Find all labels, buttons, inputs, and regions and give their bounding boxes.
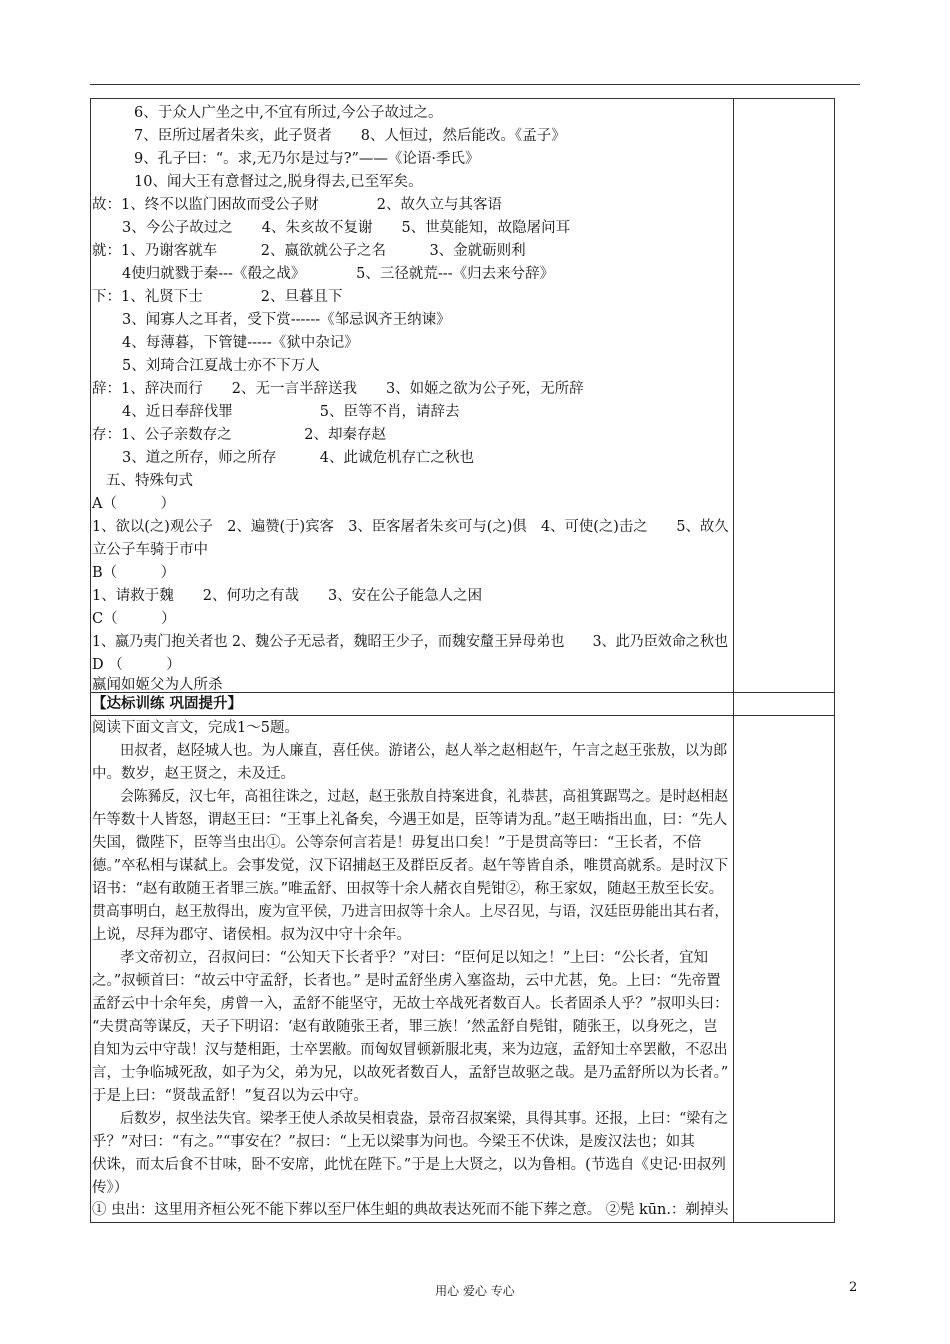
text-line: 贯高事明白，赵王敖得出，废为宣平侯，乃进言田叔等十余人。上尽召见，与语，汉廷臣毋能出其右者， bbox=[92, 904, 729, 920]
text-line: 言，士争临城死敌，如子为父，弟为兄，以故死者数百人，孟舒岂故驱之哉。是乃孟舒所以为长者。” bbox=[92, 1065, 729, 1081]
text-line: 立公子车骑于市中 bbox=[92, 542, 208, 558]
page-number: 2 bbox=[849, 1280, 858, 1295]
footnote-line: ① 虫出：这里用齐桓公死不能下葬以至尸体生蛆的典故表达死而不能下葬之意。 ②髡 kūn.：剃掉头 bbox=[92, 1202, 729, 1218]
text-line: 失国，微陛下，臣等当虫出①。公等奈何言若是！毋复出口矣！”于是贯高等曰：“王长者，不倍 bbox=[92, 835, 702, 851]
text-line: 6、于众人广坐之中,不宜有所过,今公子故过之。 bbox=[134, 105, 443, 121]
text-line: 传》） bbox=[92, 1180, 129, 1196]
text-line: D （ ） bbox=[92, 657, 181, 673]
text-line: 乎？”对曰：“有之。”“事安在？”叔曰：“上无以梁事为问也。今梁王不伏诛，是废汉法也；如其 bbox=[92, 1134, 695, 1150]
page-footer: 用心 爱心 专心 bbox=[435, 1284, 515, 1298]
text-line: 孝文帝初立，召叔问曰：“公知天下长者乎？”对曰：“臣何足以知之！”上曰：“公长者，宜知 bbox=[120, 950, 709, 966]
text-line: 会陈豨反，汉七年，高祖往诛之，过赵，赵王张敖自持案进食，礼恭甚，高祖箕踞骂之。是时赵相赵 bbox=[120, 789, 729, 805]
text-line: 后数岁，叔坐法失官。梁孝王使人杀故吴相袁盎，景帝召叔案梁，具得其事。还报，上曰：“梁有之 bbox=[120, 1111, 729, 1127]
text-line: 3、闻寡人之耳者，受下赏------《邹忌讽齐王纳谏》 bbox=[122, 312, 451, 328]
text-line: 午等数十人皆怒，谓赵王曰：“王事上礼备矣，今遇王如是，臣等请为乱。”赵王啮指出血，曰：“先人 bbox=[92, 812, 728, 828]
text-line: 1、请救于魏 2、何功之有哉 3、安在公子能急人之困 bbox=[92, 588, 483, 604]
text-line: 3、道之所存，师之所存 4、此诚危机存亡之秋也 bbox=[122, 450, 474, 466]
text-line: 10、闻大王有意督过之,脱身得去,已至军矣。 bbox=[134, 174, 423, 190]
text-line: 故：1、终不以监门困故而受公子财 2、故久立与其客语 bbox=[92, 197, 502, 213]
text-line: 中。数岁，赵王贤之，未及迁。 bbox=[92, 766, 295, 782]
text-line: 于是上曰：“贤哉孟舒！”复召以为云中守。 bbox=[92, 1088, 368, 1104]
text-line: “夫贯高等谋反，天子下明诏：‘赵有敢随张王者，罪三族！’然孟舒自髡钳，随张王，以身死之，岂 bbox=[92, 1019, 718, 1035]
section-divider-bottom bbox=[90, 715, 835, 716]
top-rule bbox=[90, 84, 860, 85]
vocabulary-section bbox=[92, 102, 728, 692]
text-line: 4、近日奉辞伐罪 5、臣等不肖，请辞去 bbox=[122, 404, 460, 420]
reading-passage bbox=[92, 717, 728, 1222]
text-line: 9、孔子曰：“。求,无乃尔是过与?”——《论语·季氏》 bbox=[134, 151, 480, 167]
text-line: 5、刘琦合江夏战士亦不下万人 bbox=[122, 358, 320, 374]
text-line: 伏诛，而太后食不甘味，卧不安席，此忧在陛下。”于是上大贤之，以为鲁相。(节选自《史记·田叔列 bbox=[92, 1157, 726, 1173]
text-line: 存：1、公子亲数存之 2、却秦存赵 bbox=[92, 427, 386, 443]
text-line: 4、每薄暮，下管键-----《狱中杂记》 bbox=[122, 335, 359, 351]
text-line: 3、今公子故过之 4、朱亥故不复谢 5、世莫能知，故隐屠问耳 bbox=[122, 220, 571, 236]
text-line: 孟舒云中十余年矣，虏曾一入，孟舒不能坚守，无故士卒战死者数百人。长者固杀人乎？”叔叩头曰： bbox=[92, 996, 729, 1012]
text-line: 之。”叔顿首曰：“故云中守孟舒，长者也。” 是时孟舒坐虏入塞盗劫，云中尤甚，免。上曰：“先帝置 bbox=[92, 973, 721, 989]
text-line: 田叔者，赵陉城人也。为人廉直，喜任侠。游诸公，赵人举之赵相赵午，午言之赵王张敖，以为郎 bbox=[120, 743, 728, 759]
text-line: 7、臣所过屠者朱亥，此子贤者 8、人恒过，然后能改。《孟子》 bbox=[134, 128, 566, 144]
side-column-divider bbox=[733, 98, 734, 1223]
section-heading bbox=[92, 693, 728, 715]
text-line: 上说，尽拜为郡守、诸侯相。叔为汉中守十余年。 bbox=[92, 927, 411, 943]
text-line: B（ ） bbox=[92, 565, 176, 581]
text-line: 德。”卒私相与谋弑上。会事发觉，汉下诏捕赵王及群臣反者。赵午等皆自杀，唯贯高就系。是时汉下 bbox=[92, 858, 729, 874]
text-line: A（ ） bbox=[92, 496, 175, 512]
text-line: 诏书：“赵有敢随王者罪三族。”唯孟舒、田叔等十余人赭衣自髡钳②，称王家奴，随赵王敖至长安。 bbox=[92, 881, 724, 897]
text-line: 1、嬴乃夷门抱关者也 2、魏公子无忌者，魏昭王少子，而魏安釐王异母弟也 3、此乃臣效命之秋也 bbox=[92, 634, 729, 650]
text-line: 1、欲以(之)观公子 2、遍赞(于)宾客 3、臣客屠者朱亥可与(之)俱 4、可使(之)击之 5、故久 bbox=[92, 519, 729, 535]
text-line: 4使归就戮于秦---《殽之战》 5、三径就荒---《归去来兮辞》 bbox=[122, 266, 555, 282]
text-line: 就：1、乃谢客就车 2、嬴欲就公子之名 3、金就砺则利 bbox=[92, 243, 526, 259]
text-line: 辞：1、辞决而行 2、无一言半辞送我 3、如姬之欲为公子死，无所辞 bbox=[92, 381, 584, 397]
text-line: 嬴闻如姬父为人所杀 bbox=[92, 677, 223, 693]
text-line: 自知为云中守哉！汉与楚相距，士卒罢敝。而匈奴冒顿新服北夷，来为边寇，孟舒知士卒罢敝，不忍出 bbox=[92, 1042, 728, 1058]
text-line: 阅读下面文言文，完成1～5题。 bbox=[92, 720, 299, 736]
text-line: 下：1、礼贤下士 2、旦暮且下 bbox=[92, 289, 343, 305]
heading-text: 【达标训练 巩固提升】 bbox=[92, 695, 243, 712]
text-line: 五、特殊句式 bbox=[106, 473, 193, 489]
text-line: C（ ） bbox=[92, 611, 176, 627]
